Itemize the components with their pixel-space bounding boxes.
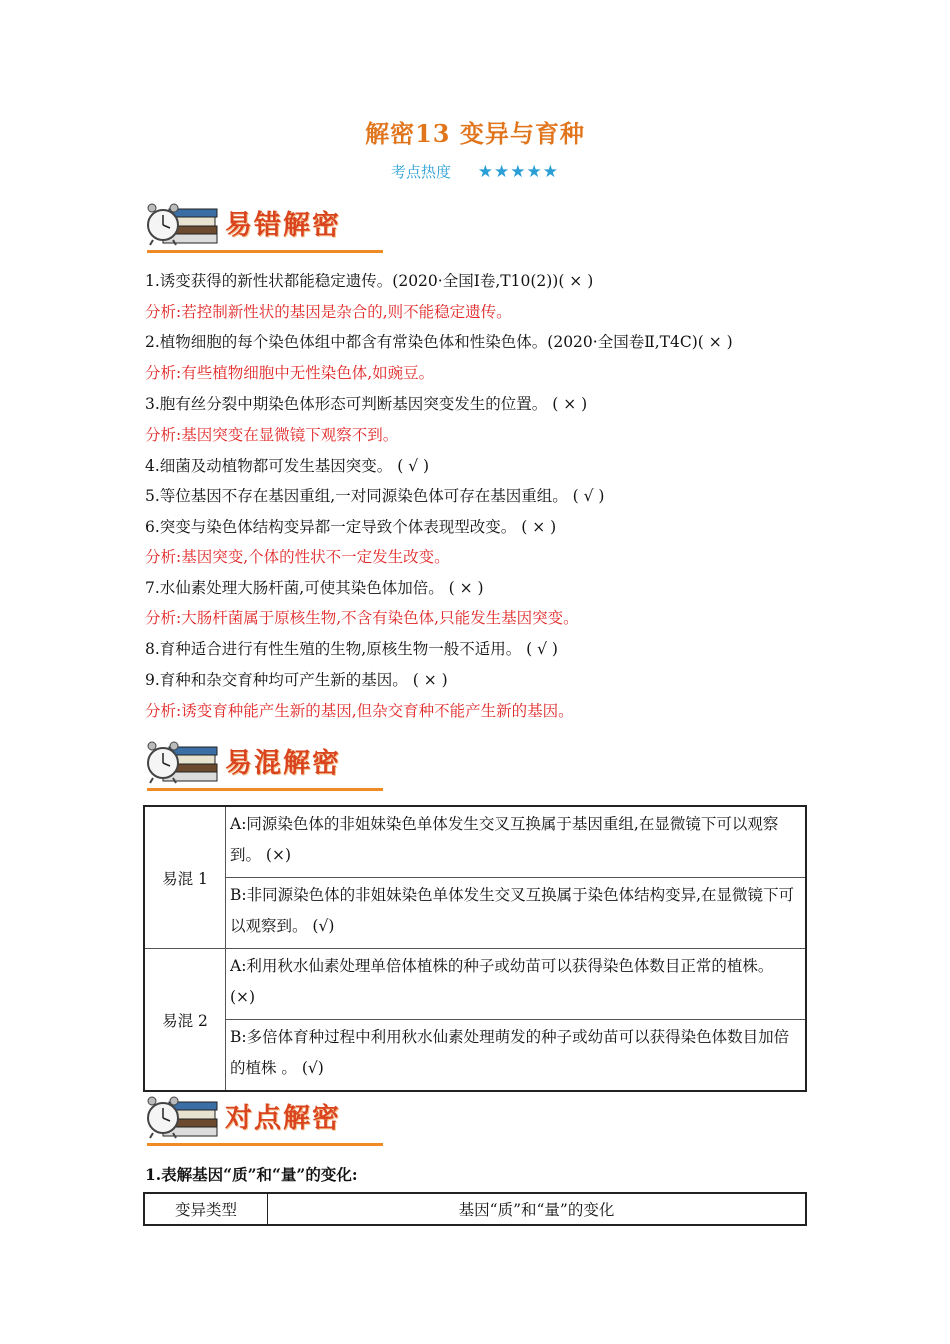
mistake-item-5: 5.等位基因不存在基因重组,一对同源染色体可存在基因重组。 ( √ ) — [145, 487, 605, 505]
confusion-1b: B:非同源染色体的非姐妹染色单体发生交叉互换属于染色体结构变异,在显微镜下可以观察到。 (√) — [226, 878, 807, 949]
heat-stars: ★★★★★ — [477, 162, 559, 182]
mistake-item-2: 2.植物细胞的每个染色体组中都含有常染色体和性染色体。(2020·全国卷Ⅱ,T4C)( × ) — [145, 333, 733, 351]
column-header-type: 变异类型 — [144, 1193, 268, 1225]
mistake-item-4: 4.细菌及动植物都可发生基因突变。 ( √ ) — [145, 457, 430, 475]
table-row — [144, 806, 806, 878]
analysis-7: 分析:大肠杆菌属于原核生物,不含有染色体,只能发生基因突变。 — [145, 609, 579, 627]
table-row — [144, 949, 806, 1020]
section-title-points: 对点解密 — [225, 1103, 341, 1134]
analysis-2: 分析:有些植物细胞中无性染色体,如豌豆。 — [145, 364, 435, 382]
section-banner-confusions — [143, 733, 383, 795]
section-title-mistakes: 易错解密 — [225, 210, 341, 241]
confusion-2a: A:利用秋水仙素处理单倍体植株的种子或幼苗可以获得染色体数目正常的植株。 (×) — [226, 949, 807, 1020]
section-banner-mistakes — [143, 195, 383, 257]
analysis-6: 分析:基因突变,个体的性状不一定发生改变。 — [145, 548, 450, 566]
confusion-table — [143, 805, 807, 1092]
confusion-label-1: 易混 1 — [144, 806, 226, 949]
mistake-item-6: 6.突变与染色体结构变异都一定导致个体表现型改变。 ( × ) — [145, 518, 557, 536]
section-underline — [147, 250, 383, 253]
table-row — [144, 878, 806, 949]
section-title-confusions: 易混解密 — [225, 748, 341, 779]
clock-books-icon — [143, 733, 223, 789]
section-banner-points — [143, 1088, 383, 1150]
heat-rating — [0, 161, 950, 182]
confusion-1a: A:同源染色体的非姐妹染色单体发生交叉互换属于基因重组,在显微镜下可以观察到。 (×) — [226, 806, 807, 878]
section-underline — [147, 788, 383, 791]
column-header-change: 基因“质”和“量”的变化 — [268, 1193, 807, 1225]
mistake-item-8: 8.育种适合进行有性生殖的生物,原核生物一般不适用。 ( √ ) — [145, 640, 558, 658]
mistake-item-7: 7.水仙素处理大肠杆菌,可使其染色体加倍。 ( × ) — [145, 579, 484, 597]
analysis-3: 分析:基因突变在显微镜下观察不到。 — [145, 426, 399, 444]
table-row — [144, 1020, 806, 1092]
confusion-label-2: 易混 2 — [144, 949, 226, 1092]
analysis-9: 分析:诱变育种能产生新的基因,但杂交育种不能产生新的基因。 — [145, 702, 574, 720]
variation-table — [143, 1192, 807, 1226]
clock-books-icon — [143, 195, 223, 251]
mistake-item-1: 1.诱变获得的新性状都能稳定遗传。(2020·全国Ⅰ卷,T10(2))( × ) — [145, 272, 594, 290]
analysis-1: 分析:若控制新性状的基因是杂合的,则不能稳定遗传。 — [145, 303, 512, 321]
table-header-row — [144, 1193, 806, 1225]
page-title: 解密13 变异与育种 — [365, 119, 585, 148]
heat-label: 考点热度 — [391, 163, 452, 181]
section-underline — [147, 1143, 383, 1146]
clock-books-icon — [143, 1088, 223, 1144]
mistake-item-3: 3.胞有丝分裂中期染色体形态可判断基因突变发生的位置。 ( × ) — [145, 395, 588, 413]
mistake-item-9: 9.育种和杂交育种均可产生新的基因。 ( × ) — [145, 671, 448, 689]
point-heading: 1.表解基因“质”和“量”的变化: — [145, 1165, 358, 1184]
confusion-2b: B:多倍体育种过程中利用秋水仙素处理萌发的种子或幼苗可以获得染色体数目加倍的植株 。 (√) — [226, 1020, 807, 1092]
